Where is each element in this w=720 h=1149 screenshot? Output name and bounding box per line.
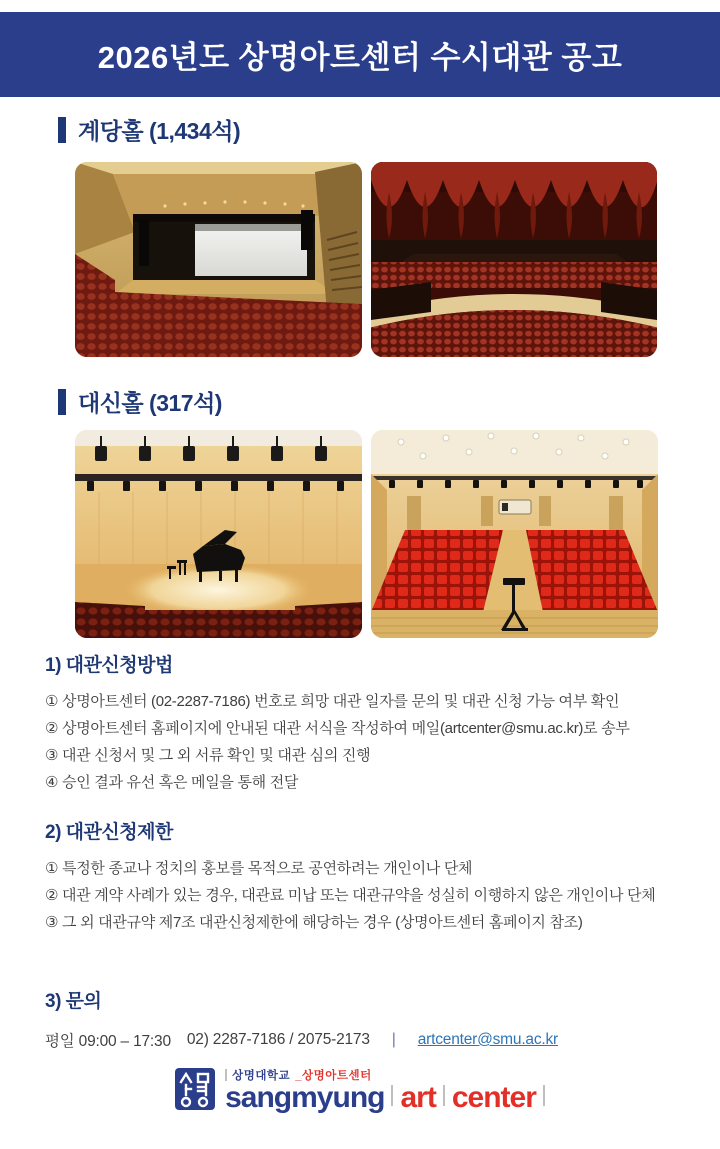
hall2-title: 대신홀 (317석)	[78, 390, 222, 416]
section-title: 1) 대관신청방법	[45, 655, 173, 676]
footer-logo	[0, 1068, 720, 1113]
restriction-item-2: ② 대관 계약 사례가 있는 경우, 대관료 미납 또는 대관규약을 성실히 이행하지 않은 개인이나 단체	[45, 887, 656, 904]
title-accent-bar	[58, 389, 66, 415]
kyedang-hall-auditorium-photo	[371, 162, 657, 357]
hall1-title: 계당홀 (1,434석)	[78, 118, 241, 144]
hall1-title-row	[58, 113, 240, 146]
daeshin-hall-stage-photo	[75, 430, 362, 638]
logo-divider-bar	[225, 1069, 227, 1081]
logo-divider-bar	[391, 1085, 393, 1106]
logo-small-line	[225, 1068, 545, 1082]
contact-hours: 평일 09:00 – 17:30	[45, 1033, 171, 1050]
section-title: 3) 문의	[45, 991, 102, 1012]
wordmark-center: center	[451, 1081, 536, 1114]
daeshin-hall-auditorium-photo	[371, 430, 658, 638]
restriction-item-1: ① 특정한 종교나 정치의 홍보를 목적으로 공연하려는 개인이나 단체	[45, 860, 473, 877]
contact-phone: 02) 2287-7186 / 2075-2173	[186, 1031, 370, 1048]
hall1-photo-row	[75, 162, 657, 357]
section-title: 2) 대관신청제한	[45, 822, 173, 843]
logo-divider-bar	[543, 1085, 545, 1106]
hall2-photo-row	[75, 430, 658, 638]
method-item-2: ② 상명아트센터 홈페이지에 안내된 대관 서식을 작성하여 메일(artcenter@smu.ac.kr)로 송부	[45, 720, 630, 737]
contact-separator: |	[391, 1031, 396, 1048]
kyedang-hall-stage-photo	[75, 162, 362, 357]
logo-wordmark	[225, 1083, 545, 1113]
logo-divider-bar	[443, 1085, 445, 1106]
method-item-4: ④ 승인 결과 유선 혹은 메일을 통해 전달	[45, 774, 299, 791]
section-application-restriction	[45, 817, 697, 936]
page-title: 2026년도 상명아트센터 수시대관 공고	[97, 40, 623, 75]
title-accent-bar	[58, 117, 66, 143]
contact-email-link[interactable]: artcenter@smu.ac.kr	[417, 1031, 559, 1048]
sangmyung-emblem-icon	[175, 1068, 215, 1110]
logo-university-label: 상명대학교	[232, 1070, 291, 1082]
logo-artcenter-label: _상명아트센터	[295, 1070, 372, 1082]
contact-line	[45, 1029, 697, 1051]
wordmark-art: art	[400, 1081, 436, 1114]
header-banner	[0, 12, 720, 97]
method-item-1: ① 상명아트센터 (02-2287-7186) 번호로 희망 대관 일자를 문의 및 대관 신청 가능 여부 확인	[45, 693, 620, 710]
logo-text-block	[225, 1068, 545, 1113]
restriction-item-3: ③ 그 외 대관규약 제7조 대관신청제한에 해당하는 경우 (상명아트센터 홈페이지 참조)	[45, 914, 583, 931]
section-contact	[45, 986, 697, 1051]
hall2-title-row	[58, 385, 222, 418]
section-application-method	[45, 650, 697, 796]
wordmark-sangmyung: sangmyung	[225, 1081, 385, 1114]
method-item-3: ③ 대관 신청서 및 그 외 서류 확인 및 대관 심의 진행	[45, 747, 371, 764]
